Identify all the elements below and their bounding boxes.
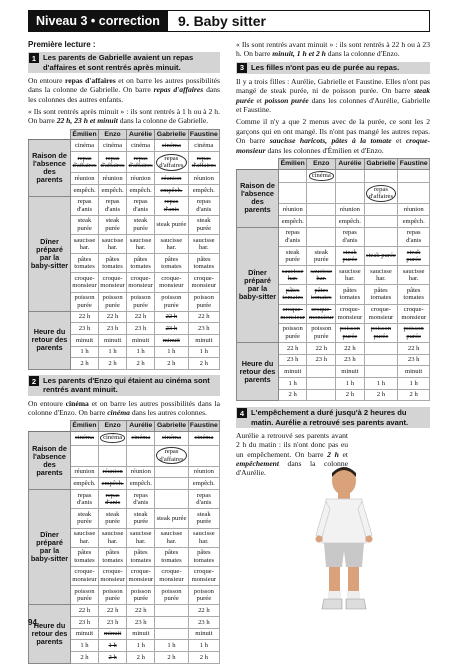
grid-cell: 22 h [188,605,219,617]
grid-cell: 2 h [188,358,219,370]
grid-cell: empêch. [71,478,99,490]
grid-cell: pâtes tomates [127,254,155,273]
grid-cell: repas d'anis [398,227,430,246]
grid-cell: 1 h [364,378,398,390]
grid-cell: croque-monsieur [155,273,189,292]
grid-cell: croque-monsieur [336,304,364,323]
grid-cell [307,389,336,401]
grid-cell: croque-monsieur [188,566,219,585]
logic-grid-1 [28,129,220,370]
grid-cell: saucisse har. [127,234,155,253]
grid-cell: 1 h [398,378,430,390]
right-column [236,40,430,481]
page-title: 9. Baby sitter [168,10,430,32]
grid-cell: cinéma [127,140,155,152]
corner-cell [29,129,71,140]
grid-cell: 23 h [99,323,127,335]
grid-cell: pâtes tomates [155,254,189,273]
row-group-header: Heure du retour des parents [237,342,279,400]
paragraph: Comme il n'y a que 2 menus avec de la purée, ce sont les 2 garçons qui en ont mangé. Ils n'ont pas mangé les autres repas. On barre saucisse haricots, pâtes à la tomate et croque-monsieur dans les colonnes d'Émilien et d'Enzo. [236,117,430,155]
grid-cell: 23 h [188,616,219,628]
table-row [29,431,220,445]
grid-cell: pâtes tomates [364,285,398,304]
grid-cell: poisson purée [188,586,219,605]
grid-cell: réunion [155,173,189,185]
grid-cell: steak purée [336,247,364,266]
row-group-header: Dîner préparé par la baby-sitter [237,227,279,342]
grid-cell: poisson purée [155,292,189,311]
table-row [29,140,220,152]
grid-cell: steak purée [307,247,336,266]
column-header: Enzo [99,129,127,140]
grid-cell: saucisse har. [279,266,307,285]
column-header: Gabrielle [155,129,189,140]
grid-cell: 23 h [188,323,219,335]
grid-cell: 1 h [71,640,99,652]
grid-cell [398,183,430,204]
grid-cell: minuit [98,628,126,640]
grid-cell: croque-monsieur [398,304,430,323]
grid-cell: pâtes tomates [188,254,219,273]
grid-cell: 22 h [155,311,189,323]
grid-cell: steak purée [71,509,99,528]
question-4 [236,407,430,427]
grid-cell: réunion [279,204,307,216]
grid-cell: cinéma [155,140,189,152]
grid-cell: steak purée [188,509,219,528]
column-header: Enzo [307,159,336,170]
paragraph: On entoure repas d'affaires et on barre les autres possibilités dans la colonne de Gabrielle. On barre repas d'affaires dans les colonnes des autres enfants. [28,75,220,104]
grid-cell: 22 h [98,605,126,617]
grid-cell: 2 h [155,358,189,370]
grid-cell: repas d'anis [188,196,219,215]
page-number: 94 [28,618,37,627]
grid-cell: pâtes tomates [127,547,155,566]
logic-grid-2 [28,420,220,663]
grid-cell: saucisse har. [188,528,219,547]
grid-cell: croque-monsieur [99,273,127,292]
grid-cell: poisson purée [71,292,99,311]
grid-cell: empêch. [398,216,430,228]
grid-cell: poisson purée [364,323,398,342]
grid-cell [364,227,398,246]
table-row [237,227,430,246]
grid-cell [364,216,398,228]
grid-cell: repas d'affaires [364,183,398,204]
grid-cell: repas d'affaires [99,152,127,173]
column-header: Faustine [189,422,218,430]
grid-cell: 22 h [71,311,99,323]
grid-cell: réunion [188,466,219,478]
column-header: Enzo [98,421,126,432]
grid-cell: steak purée [127,215,155,234]
grid-cell: repas d'anis [188,490,219,509]
grid-cell [155,490,188,509]
grid-cell: 2 h [364,389,398,401]
grid-cell: steak purée [155,509,188,528]
grid-cell [364,169,398,183]
question-1 [28,52,220,72]
grid-cell: 23 h [71,616,99,628]
grid-cell: empêch. [127,184,155,196]
grid-cell: repas d'affaires [127,152,155,173]
grid-cell: 23 h [336,354,364,366]
table-row [237,342,430,354]
grid-cell: steak purée [155,215,189,234]
grid-cell: réunion [98,466,126,478]
grid-cell: réunion [336,204,364,216]
grid-cell: 1 h [188,346,219,358]
grid-cell: 23 h [155,323,189,335]
grid-cell: réunion [188,173,219,185]
column-header: Aurélie [127,129,155,140]
grid-cell: poisson purée [127,586,155,605]
grid-cell: saucisse har. [336,266,364,285]
paragraph: Aurélie a retrouvé ses parents avant 2 h du matin : ils n'ont donc pas eu un empêchement. On barre 2 h et empêchement dans la colonne d'Aurélie. [236,430,348,478]
level-label: Niveau 3 • correction [28,10,168,32]
grid-cell [98,445,126,466]
grid-cell [307,216,336,228]
grid-cell: repas d'anis [155,196,189,215]
logic-grid-3 [236,158,430,401]
grid-cell: réunion [127,173,155,185]
grid-cell: poisson purée [188,292,219,311]
grid-cell: minuit [398,366,430,378]
grid-cell: saucisse har. [99,234,127,253]
grid-cell [364,366,398,378]
grid-cell: repas d'anis [336,227,364,246]
row-group-header: Dîner préparé par la baby-sitter [29,490,71,605]
grid-cell: 1 h [127,640,155,652]
grid-cell: 22 h [99,311,127,323]
grid-cell: minuit [99,335,127,347]
grid-cell: croque-monsieur [98,566,126,585]
table-row [29,490,220,509]
grid-cell: pâtes tomates [336,285,364,304]
grid-cell [364,342,398,354]
column-header: Gabrielle [364,159,398,170]
grid-cell: steak purée [279,247,307,266]
column-header: Émilien [72,130,97,138]
grid-cell: minuit [127,335,155,347]
grid-cell: croque-monsieur [364,304,398,323]
grid-cell: 23 h [127,616,155,628]
grid-cell: croque-monsieur [127,566,155,585]
column-header: Aurélie [127,421,155,432]
grid-cell: pâtes tomates [188,547,219,566]
grid-cell: 23 h [279,354,307,366]
grid-cell [279,183,307,204]
grid-cell: cinéma [188,431,219,445]
grid-cell: cinéma [307,169,336,183]
question-3 [236,62,430,74]
grid-cell: steak purée [364,247,398,266]
grid-cell: 2 h [71,652,99,664]
grid-cell: repas d'affaires [71,152,99,173]
grid-cell: steak purée [398,247,430,266]
grid-cell: pâtes tomates [71,254,99,273]
grid-cell: 23 h [71,323,99,335]
grid-cell: poisson purée [99,292,127,311]
grid-cell: poisson purée [155,586,188,605]
grid-cell: cinéma [127,431,155,445]
row-group-header: Heure du retour des parents [29,311,71,369]
grid-cell: empêch. [98,478,126,490]
question-number: 1 [29,53,39,63]
grid-cell: minuit [127,628,155,640]
grid-cell [155,628,188,640]
table-row [237,169,430,183]
grid-cell: réunion [127,466,155,478]
column-header: Faustine [189,130,218,138]
column-header: Émilien [279,159,307,170]
grid-cell [71,445,99,466]
grid-cell: croque-monsieur [307,304,336,323]
question-text: Les parents de Gabrielle avaient un repas d'affaires et sont rentrés après minuit. [43,53,194,72]
grid-cell: 1 h [188,640,219,652]
grid-cell: cinéma [99,140,127,152]
grid-cell [279,169,307,183]
grid-cell: 2 h [188,652,219,664]
grid-cell: repas d'anis [98,490,126,509]
grid-cell: poisson purée [307,323,336,342]
grid-cell [155,616,188,628]
column-header: Aurélie [336,159,364,170]
row-group-header: Raison de l'absence des parents [29,140,71,196]
grid-cell: saucisse har. [98,528,126,547]
grid-cell: 1 h [127,346,155,358]
corner-cell [29,421,71,432]
grid-cell: réunion [71,173,99,185]
grid-cell: 22 h [127,605,155,617]
question-number: 2 [29,376,39,386]
grid-cell [364,204,398,216]
grid-cell: croque-monsieur [188,273,219,292]
grid-cell: croque-monsieur [127,273,155,292]
grid-cell: empêch. [155,184,189,196]
grid-cell: empêch. [188,478,219,490]
row-group-header: Raison de l'absence des parents [29,431,71,489]
table-row [29,311,220,323]
column-header: Émilien [72,422,97,430]
grid-cell: 2 h [127,358,155,370]
grid-cell: 1 h [155,346,189,358]
grid-cell: 23 h [307,354,336,366]
paragraph: « Ils sont rentrés après minuit » : ils sont rentrés à 1 h ou à 2 h. On barre 22 h, 23 h et minuit dans la colonne de Gabrielle. [28,107,220,126]
grid-cell: poisson purée [127,292,155,311]
grid-cell: cinéma [71,140,99,152]
grid-cell: saucisse har. [127,528,155,547]
grid-cell [155,466,188,478]
grid-cell: 22 h [336,342,364,354]
paragraph: On entoure cinéma et on barre les autres possibilités dans la colonne d'Enzo. On barre cinéma dans les autres colonnes. [28,398,220,417]
grid-cell [155,478,188,490]
grid-cell: 2 h [127,652,155,664]
paragraph: Il y a trois filles : Aurélie, Gabrielle et Faustine. Elles n'ont pas mangé de steak purée, ni de poisson purée. On barre steak purée et poisson purée dans les colonnes d'Aurélie, Gabrielle et Faustine. [236,76,430,115]
grid-cell [188,445,219,466]
grid-cell [336,183,364,204]
grid-cell: poisson purée [98,586,126,605]
corner-cell [237,159,279,170]
grid-cell: repas d'anis [99,196,127,215]
grid-cell: poisson purée [336,323,364,342]
grid-cell: minuit [336,366,364,378]
row-group-header: Heure du retour des parents [29,605,71,663]
grid-cell: pâtes tomates [98,547,126,566]
grid-cell: steak purée [188,215,219,234]
grid-cell: 1 h [71,346,99,358]
grid-cell [127,445,155,466]
grid-cell [307,378,336,390]
grid-cell: réunion [398,204,430,216]
row-group-header: Raison de l'absence des parents [237,169,279,227]
grid-cell: 22 h [398,342,430,354]
grid-cell [336,169,364,183]
grid-cell [307,227,336,246]
grid-cell: repas d'anis [279,227,307,246]
column-header: Faustine [399,160,428,168]
grid-cell: cinéma [71,431,99,445]
column-header: Gabrielle [155,421,188,432]
grid-cell: minuit [188,628,219,640]
grid-cell [398,169,430,183]
grid-cell: 2 h [98,652,126,664]
grid-cell [155,605,188,617]
grid-cell: minuit [155,335,189,347]
grid-cell: 22 h [71,605,99,617]
grid-cell: saucisse har. [398,266,430,285]
grid-cell: 22 h [307,342,336,354]
grid-cell: empêch. [279,216,307,228]
grid-cell: pâtes tomates [398,285,430,304]
grid-cell: cinéma [155,431,188,445]
grid-cell [307,366,336,378]
grid-cell: 1 h [155,640,188,652]
grid-cell: croque-monsieur [71,273,99,292]
question-number: 4 [237,408,247,418]
grid-cell: minuit [71,628,99,640]
question-number: 3 [237,63,247,73]
grid-cell: 2 h [398,389,430,401]
grid-cell: empêch. [336,216,364,228]
grid-cell: repas d'anis [127,196,155,215]
grid-cell: 2 h [71,358,99,370]
grid-cell: 1 h [336,378,364,390]
grid-cell: minuit [71,335,99,347]
page-header [28,10,430,32]
grid-cell: saucisse har. [364,266,398,285]
grid-cell: 2 h [155,652,188,664]
grid-cell: repas d'anis [127,490,155,509]
grid-cell: steak purée [99,215,127,234]
boy-photo [312,463,376,613]
grid-cell: repas d'anis [71,490,99,509]
grid-cell: repas d'affaires [155,445,188,466]
grid-cell: saucisse har. [188,234,219,253]
grid-cell: 22 h [279,342,307,354]
grid-cell: pâtes tomates [155,547,188,566]
grid-cell [307,204,336,216]
question-text: L'empêchement a duré jusqu'à 2 heures du matin. Aurélie a retrouvé ses parents avant. [251,408,409,427]
grid-cell: 2 h [279,389,307,401]
grid-cell: empêch. [127,478,155,490]
grid-cell: 23 h [98,616,126,628]
grid-cell: saucisse har. [71,234,99,253]
left-column [28,40,220,669]
grid-cell: réunion [99,173,127,185]
grid-cell: 23 h [127,323,155,335]
grid-cell: repas d'affaires [188,152,219,173]
grid-cell: poisson purée [279,323,307,342]
grid-cell: saucisse har. [307,266,336,285]
grid-cell: poisson purée [398,323,430,342]
question-text: Les parents d'Enzo qui étaient au cinéma sont rentrés avant minuit. [43,376,210,395]
grid-cell: pâtes tomates [307,285,336,304]
paragraph: « Ils sont rentrés avant minuit » : ils sont rentrés à 22 h ou à 23 h. On barre minuit, 1 h et 2 h dans la colonne d'Enzo. [236,40,430,59]
grid-cell: steak purée [71,215,99,234]
grid-cell: empêch. [99,184,127,196]
grid-cell: minuit [279,366,307,378]
grid-cell: saucisse har. [155,234,189,253]
grid-cell: pâtes tomates [279,285,307,304]
grid-cell: cinéma [188,140,219,152]
grid-cell: poisson purée [71,586,99,605]
question-2 [28,375,220,395]
grid-cell: 1 h [98,640,126,652]
lecture-label: Première lecture : [28,40,96,49]
grid-cell [364,354,398,366]
grid-cell: pâtes tomates [71,547,99,566]
grid-cell: saucisse har. [71,528,99,547]
grid-cell: croque-monsieur [279,304,307,323]
grid-cell: 1 h [279,378,307,390]
table-row [29,605,220,617]
grid-cell: 2 h [99,358,127,370]
grid-cell [307,183,336,204]
grid-cell: croque-monsieur [155,566,188,585]
question-text: Les filles n'ont pas eu de purée au repas. [251,62,400,72]
grid-cell: réunion [71,466,99,478]
row-group-header: Dîner préparé par la baby-sitter [29,196,71,311]
grid-cell: 22 h [127,311,155,323]
grid-cell: empêch. [71,184,99,196]
grid-cell: 23 h [398,354,430,366]
grid-cell: steak purée [98,509,126,528]
grid-cell: empêch. [188,184,219,196]
grid-cell: repas d'affaires [155,152,189,173]
grid-cell: steak purée [127,509,155,528]
grid-cell: pâtes tomates [99,254,127,273]
grid-cell: saucisse har. [155,528,188,547]
grid-cell: croque-monsieur [71,566,99,585]
table-row [29,196,220,215]
grid-cell: cinéma [98,431,126,445]
grid-cell: minuit [188,335,219,347]
grid-cell: 1 h [99,346,127,358]
grid-cell: 2 h [336,389,364,401]
grid-cell: repas d'anis [71,196,99,215]
grid-cell: 22 h [188,311,219,323]
